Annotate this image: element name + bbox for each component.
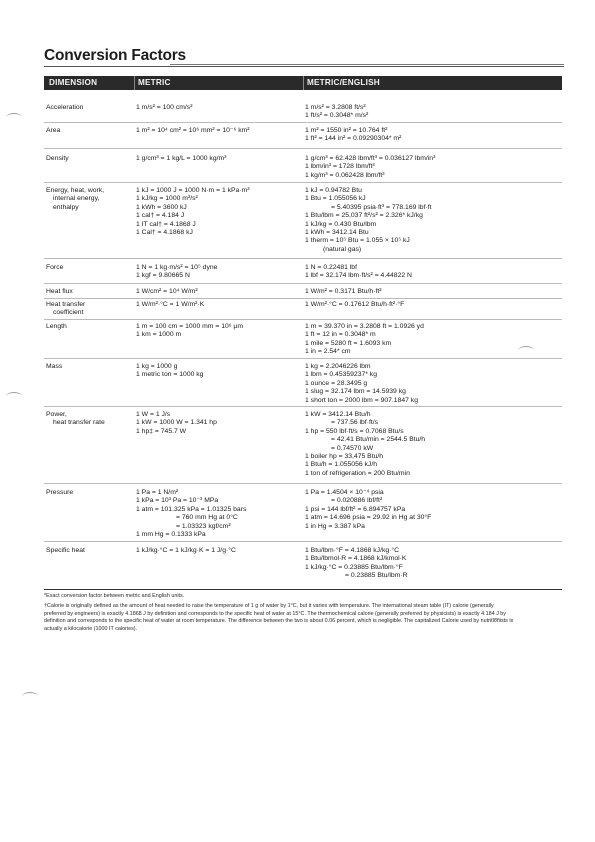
dimension-cell: Mass	[46, 363, 63, 370]
english-cell: 1 W/m²·°C = 0.17612 Btu/h·ft²·°F	[305, 301, 405, 308]
metric-cell: 1 m = 100 cm = 1000 mm = 10⁶ µm 1 km = 1000 m	[136, 323, 244, 339]
english-cell: 1 m² = 1550 in² = 10.764 ft² 1 ft² = 144 in² = 0.09290304* m²	[305, 127, 402, 143]
row-divider	[44, 298, 562, 299]
row-divider	[44, 319, 562, 320]
dimension-cell: Force	[46, 264, 64, 271]
scan-mark	[518, 346, 534, 355]
dimension-cell: Acceleration	[46, 104, 84, 111]
page-title: Conversion Factors	[44, 47, 186, 64]
scan-mark	[6, 392, 22, 401]
title-underline-upper	[170, 64, 564, 65]
metric-cell: 1 m/s² = 100 cm/s²	[136, 104, 193, 111]
dimension-cell: Heat transfer coefficient	[46, 301, 86, 317]
row-divider	[44, 406, 562, 407]
row-divider	[44, 148, 562, 149]
row-divider	[44, 283, 562, 284]
header-metric-english: METRIC/ENGLISH	[307, 78, 380, 87]
footnote-calorie: †Calorie is originally defined as the amount of heat needed to raise the temperature of 1 g of water by 1°C, but it varies with temperature. The international steam table (IT) calorie (generally preferred by engineers) is exactly 4.1868 J by definition and corresponds to the specific heat of water at 15°C. The thermochemical calorie (generally preferred by physicists) is exactly 4.184 J by definition and corresponds to the specific heat of water at room temperature. The difference between the two is about 0.06 percent, which is negligible. The capitalized Calorie used by nutritionists is actually a kilocalorie (1000 IT calories).	[44, 603, 514, 632]
header-divider	[303, 76, 304, 90]
footnote-divider	[44, 589, 562, 590]
dimension-cell: Density	[46, 155, 69, 162]
row-divider	[44, 483, 562, 484]
english-cell: 1 kg = 2.2046226 lbm 1 lbm = 0.45359237* kg 1 ounce = 28.3495 g 1 slug = 32.174 lbm = 14.5939 kg 1 short ton = 2000 lbm = 907.1847 kg	[305, 363, 418, 404]
metric-cell: 1 kJ/kg·°C = 1 kJ/kg·K = 1 J/g·°C	[136, 547, 236, 554]
table-header	[44, 76, 562, 90]
row-divider	[44, 258, 562, 259]
english-cell: 1 m = 39.370 in = 3.2808 ft = 1.0926 yd 1 ft = 12 in = 0.3048* m 1 mile = 5280 ft = 1.6093 km 1 in = 2.54* cm	[305, 323, 424, 356]
metric-cell: 1 g/cm³ = 1 kg/L = 1000 kg/m³	[136, 155, 227, 162]
english-cell: 1 kJ = 0.94782 Btu 1 Btu = 1.055056 kJ = 5.40395 psia·ft³ = 778.169 lbf·ft 1 Btu/lbm = 25,037 ft²/s² = 2.326* kJ/kg 1 kJ/kg = 0.430 Btu/lbm 1 kWh = 3412.14 Btu 1 therm = 10⁵ Btu = 1.055 × 10⁵ kJ (natural gas)	[305, 187, 432, 253]
english-cell: 1 Btu/lbm·°F = 4.1868 kJ/kg·°C 1 Btu/lbmol·R = 4.1868 kJ/kmol·K 1 kJ/kg·°C = 0.23885 Btu/lbm·°F = 0.23885 Btu/lbm·R	[305, 547, 408, 580]
row-divider	[44, 182, 562, 183]
english-cell: 1 W/m² = 0.3171 Btu/h·ft²	[305, 288, 382, 295]
title-underline	[44, 66, 564, 67]
row-divider	[44, 358, 562, 359]
metric-cell: 1 N = 1 kg·m/s² = 10⁵ dyne 1 kgf = 9.80665 N	[136, 264, 218, 280]
metric-cell: 1 kg = 1000 g 1 metric ton = 1000 kg	[136, 363, 204, 379]
english-cell: 1 N = 0.22481 lbf 1 lbf = 32.174 lbm·ft/s² = 4.44822 N	[305, 264, 412, 280]
metric-cell: 1 W/cm² = 10⁴ W/m²	[136, 288, 198, 295]
header-dimension: DIMENSION	[49, 78, 98, 87]
scan-mark	[22, 692, 38, 701]
scan-mark	[6, 113, 22, 122]
english-cell: 1 kW = 3412.14 Btu/h = 737.56 lbf·ft/s 1 hp = 550 lbf·ft/s = 0.7068 Btu/s = 42.41 Btu/min = 2544.5 Btu/h = 0.74570 kW 1 boiler hp = 33,475 Btu/h 1 Btu/h = 1.055056 kJ/h 1 ton of refrigeration = 200 Btu/min	[305, 411, 426, 477]
scan-mark	[488, 618, 504, 627]
row-divider	[44, 122, 562, 123]
dimension-cell: Area	[46, 127, 61, 134]
dimension-cell: Specific heat	[46, 547, 85, 554]
dimension-cell: Power, heat transfer rate	[46, 411, 105, 427]
header-metric: METRIC	[138, 78, 171, 87]
dimension-cell: Heat flux	[46, 288, 73, 295]
english-cell: 1 Pa = 1.4504 × 10⁻⁴ psia = 0.020886 lbf/ft² 1 psi = 144 lbf/ft² = 6.894757 kPa 1 atm = 14.696 psia = 29.92 in Hg at 30°F 1 in Hg = 3.387 kPa	[305, 489, 432, 530]
metric-cell: 1 W = 1 J/s 1 kW = 1000 W = 1.341 hp 1 hp‡ = 745.7 W	[136, 411, 217, 435]
header-divider	[134, 76, 135, 90]
dimension-cell: Pressure	[46, 489, 74, 496]
english-cell: 1 m/s² = 3.2808 ft/s² 1 ft/s² = 0.3048* m/s²	[305, 104, 369, 120]
metric-cell: 1 m² = 10⁴ cm² = 10⁶ mm² = 10⁻⁶ km²	[136, 127, 250, 134]
footnote-exact: *Exact conversion factor between metric and English units.	[44, 593, 185, 599]
metric-cell: 1 kJ = 1000 J = 1000 N·m = 1 kPa·m³ 1 kJ/kg = 1000 m²/s² 1 kWh = 3600 kJ 1 cal† = 4.184 J 1 IT cal† = 4.1868 J 1 Cal† = 4.1868 kJ	[136, 187, 250, 237]
metric-cell: 1 Pa = 1 N/m² 1 kPa = 10³ Pa = 10⁻³ MPa 1 atm = 101.325 kPa = 1.01325 bars = 760 mm Hg at 0°C = 1.03323 kgf/cm² 1 mm Hg = 0.1333 kPa	[136, 489, 247, 539]
dimension-cell: Length	[46, 323, 67, 330]
row-divider	[44, 541, 562, 542]
dimension-cell: Energy, heat, work, internal energy, enthalpy	[46, 187, 105, 211]
english-cell: 1 g/cm³ = 62.428 lbm/ft³ = 0.036127 lbm/in³ 1 lbm/in³ = 1728 lbm/ft³ 1 kg/m³ = 0.062428 lbm/ft³	[305, 155, 436, 179]
metric-cell: 1 W/m²·°C = 1 W/m²·K	[136, 301, 205, 308]
